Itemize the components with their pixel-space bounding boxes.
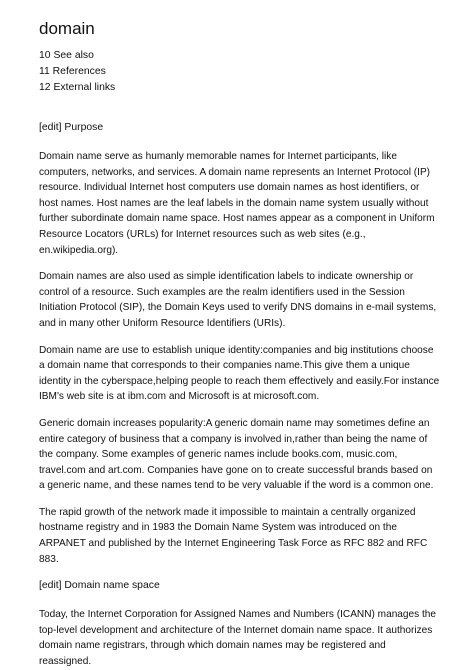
- toc-item-see-also: [39, 48, 440, 64]
- section-heading-domain-name-space: [39, 578, 440, 593]
- toc-link-references[interactable]: 11 References: [39, 66, 106, 77]
- section-heading-purpose: [39, 120, 440, 135]
- edit-link-domain-name-space[interactable]: [edit]: [39, 580, 62, 592]
- edit-link-purpose[interactable]: [edit]: [39, 122, 62, 133]
- section-title-domain-name-space: Domain name space: [64, 580, 160, 592]
- toc-link-external-links[interactable]: 12 External links: [39, 82, 116, 93]
- paragraph-purpose-3: Domain name are use to establish unique identity:companies and big institutions choose a domain name that corresponds to their companies name.This give them a unique identity in the cyberspace,helping people to reach them effectively and easily.For instance IBM's web site is at ibm.com and Microsoft is at microsoft.com.: [39, 344, 440, 403]
- paragraph-domain-name-space-1: Today, the Internet Corporation for Assigned Names and Numbers (ICANN) manages the top-level development and architecture of the Internet domain name space. It authorizes domain name registrars, through which domain names may be registered and reassigned.: [39, 609, 437, 668]
- toc-link-see-also[interactable]: 10 See also: [39, 50, 94, 61]
- paragraph-purpose-5: The rapid growth of the network made it impossible to maintain a centrally organized hostname registry and in 1983 the Domain Name System was introduced on the ARPANET and published by the Internet Engineering Task Force as RFC 882 and RFC 883.: [39, 506, 428, 565]
- section-title-purpose: Purpose: [64, 122, 104, 133]
- paragraph-purpose-4: Generic domain increases popularity:A generic domain name may sometimes define an entire category of business that a company is involved in,rather than being the name of the company. Some examples of generic names include books.com, music.com, travel.com and art.com. Companies have gone on to create successful brands based on a generic name, and these names tend to be very valuable if the word is a common one.: [39, 417, 434, 492]
- page-title: domain: [39, 19, 95, 38]
- toc-item-references: [39, 64, 440, 80]
- paragraph-purpose-2: Domain names are also used as simple identification labels to indicate ownership or control of a resource. Such examples are the realm identifiers used in the Session Initiation Protocol (SIP), the Domain Keys used to verify DNS domains in e-mail systems, and in many other Uniform Resource Identifiers (URIs).: [39, 271, 437, 329]
- paragraph-purpose-1: Domain name serve as humanly memorable names for Internet participants, like computers, networks, and services. A domain name represents an Internet Protocol (IP) resource. Individual Internet host computers use domain names as host identifiers, or host names. Host names are the leaf labels in the domain name system usually without further subordinate domain name space. Host names appear as a component in Uniform Resource Locators (URLs) for Internet resources such as web sites (e.g., en.wikipedia.org).: [39, 151, 435, 256]
- table-of-contents: [39, 48, 440, 96]
- toc-item-external-links: [39, 80, 440, 96]
